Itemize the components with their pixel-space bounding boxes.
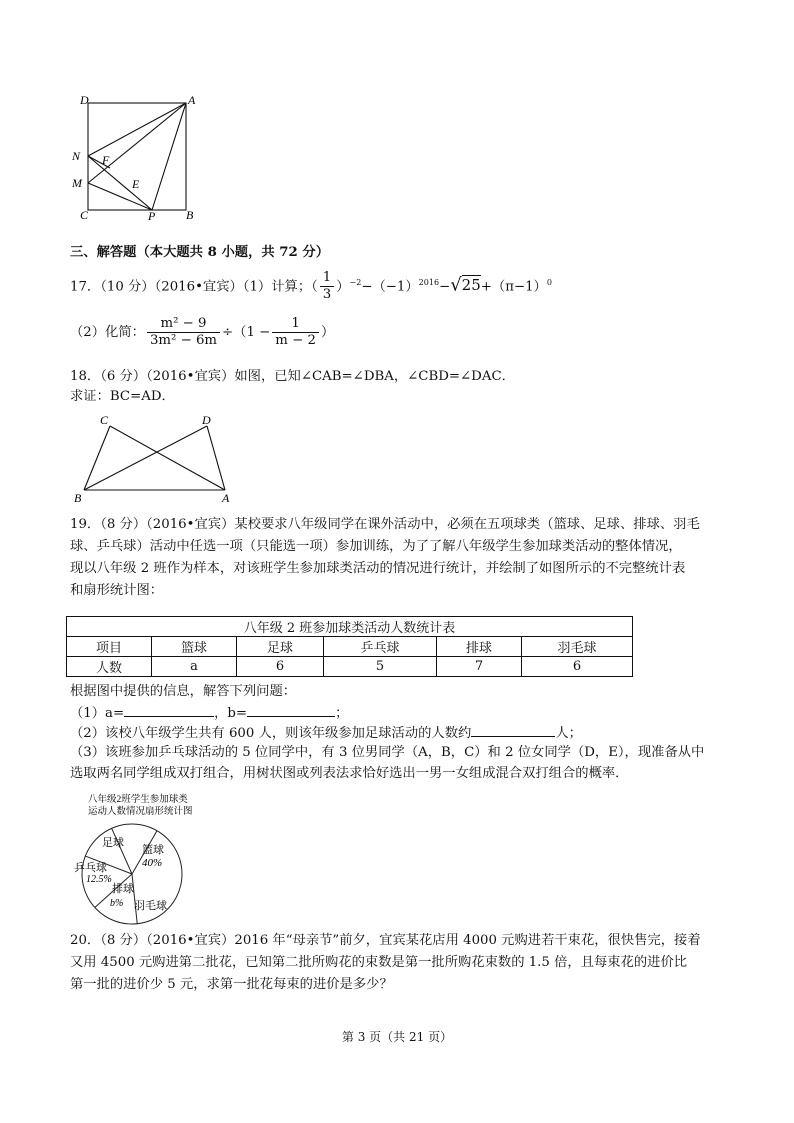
table-cell: 人数	[67, 657, 152, 677]
pie-title-line2: 运动人数情况扇形统计图	[88, 807, 193, 817]
page-footer: 第 3 页（共 21 页）	[341, 1030, 453, 1044]
answer-blank-a[interactable]	[124, 704, 214, 717]
pie-label-football: 足球	[102, 837, 124, 849]
table-header-cell: 足球	[237, 637, 324, 657]
q17-sqrt-value: 25	[461, 276, 481, 295]
q17-head: 17．（10 分）（2016•宜宾）（1）计算；（	[70, 279, 318, 295]
pie-label-basketball-pct: 40%	[142, 857, 163, 869]
answer-blank-football[interactable]	[471, 724, 555, 737]
q19-s1-b: ，b=	[214, 706, 248, 721]
pie-label-pingpong: 乒乓球	[74, 862, 107, 874]
table-row	[67, 657, 633, 677]
q19-sub2	[70, 724, 582, 743]
label-A: A	[222, 491, 230, 505]
q17-part2-label: （2）化简：	[70, 325, 145, 340]
pie-chart	[66, 790, 216, 930]
q19-s2-a: （2）该校八年级学生共有 600 人，则该年级参加足球活动的人数约	[70, 726, 472, 741]
table-header-cell: 羽毛球	[522, 637, 633, 657]
label-D: D	[80, 93, 89, 107]
q19-sub3-cont: 选取两名同学组成双打组合，用树状图或列表法求恰好选出一男一女组成混合双打组合的概率．	[70, 766, 629, 781]
q19-s1-c: ；	[335, 706, 349, 721]
table-cell: 5	[324, 657, 437, 677]
label-D: D	[202, 413, 211, 427]
section-title: 三、解答题（本大题共 8 小题，共 72 分）	[70, 245, 330, 260]
q18-prove: 求证：BC=AD．	[70, 389, 175, 404]
q19-s1-a: （1）a=	[70, 706, 125, 721]
label-F: F	[102, 153, 110, 167]
label-B: B	[74, 491, 82, 505]
q19-sub1	[70, 704, 348, 723]
q17-tail: +（π−1）	[480, 279, 547, 295]
q17-exp2: 2016	[418, 278, 440, 287]
q17-fraction	[320, 270, 334, 303]
q20-line1: 20．（8 分）（2016•宜宾）2016 年“母亲节”前夕，宜宾某花店用 4000 元购进若干束花，很快售完，接着	[70, 933, 701, 948]
label-P: P	[148, 209, 156, 223]
q17-p2-frac2	[272, 316, 319, 349]
label-E: E	[132, 177, 140, 191]
answer-blank-b[interactable]	[247, 704, 335, 717]
label-N: N	[72, 149, 81, 163]
q17-p2-den: 3m² − 6m	[149, 333, 218, 348]
table-header-cell: 乒乓球	[324, 637, 437, 657]
q17-frac-den: 3	[322, 287, 332, 303]
pie-slice-boundary-羽毛球	[132, 874, 137, 924]
label-C: C	[80, 208, 89, 222]
table-title: 八年级 2 班参加球类活动人数统计表	[67, 617, 633, 637]
q19-s2-b: 人；	[555, 726, 582, 741]
table-cell: 6	[237, 657, 324, 677]
q17-part2	[70, 316, 334, 350]
pie-label-volleyball-pct: b%	[110, 898, 124, 909]
q19-sub3: （3）该班参加乒乓球活动的 5 位同学中，有 3 位男同学（A，B，C）和 2 位女同学（D，E），现准备从中	[70, 745, 705, 760]
pie-label-badminton: 羽毛球	[134, 900, 167, 912]
table-header-row	[67, 637, 633, 657]
q17-mid: −（−1）	[361, 279, 419, 295]
table-header-cell: 篮球	[152, 637, 237, 657]
table-header-cell: 项目	[67, 637, 152, 657]
q17-exp1: −2	[349, 278, 362, 287]
table-cell: 7	[437, 657, 522, 677]
table-cell: 6	[522, 657, 633, 677]
q17-p2-div: ÷（1 −	[222, 325, 271, 340]
q17-p2-fraction	[147, 316, 220, 349]
label-B: B	[186, 208, 194, 222]
label-C: C	[100, 413, 109, 427]
q17-p2-frac2-den: m − 2	[275, 333, 316, 348]
q17-exp3: 0	[546, 278, 552, 287]
q17-p2-num: m² − 9	[147, 316, 220, 333]
q20-line3: 第一批的进价少 5 元，求第一批花每束的进价是多少？	[70, 977, 393, 992]
q17-part1	[70, 268, 552, 303]
q17-p2-frac2-num: 1	[272, 316, 319, 333]
table-header-cell: 排球	[437, 637, 522, 657]
q19-line4: 和扇形统计图：	[70, 583, 164, 598]
label-M: M	[72, 176, 82, 190]
geometry-figure-quadrilateral	[70, 408, 240, 506]
pie-label-basketball: 篮球	[142, 844, 164, 856]
q17-minus: −	[439, 279, 451, 295]
q20-line2: 又用 4500 元购进第二批花，已知第二批所购花的束数是第一批所购花束数的 1.5 倍，且每束花的进价比	[70, 955, 688, 970]
q19-intro: 根据图中提供的信息，解答下列问题：	[70, 684, 297, 699]
pie-title-line1: 八年级2班学生参加球类	[88, 795, 188, 805]
q18-text: 18．（6 分）（2016•宜宾）如图，已知∠CAB=∠DBA，∠CBD=∠DAC．	[70, 369, 515, 384]
q19-line3: 现以八年级 2 班作为样本，对该班学生参加球类活动的情况进行统计，并绘制了如图所示的不完整统计表	[70, 561, 686, 576]
q17-p2-close: ）	[320, 325, 335, 340]
stats-table	[66, 616, 633, 677]
q19-line2: 球、乒乓球）活动中任选一项（只能选一项）参加训练，为了了解八年级学生参加球类活动的整体情况，	[70, 539, 682, 554]
sqrt-symbol: √	[450, 274, 462, 296]
q17-close: ）	[336, 279, 350, 295]
table-cell: a	[152, 657, 237, 677]
pie-label-pingpong-pct: 12.5%	[86, 874, 112, 885]
label-A: A	[188, 93, 196, 107]
q17-frac-num: 1	[320, 270, 334, 287]
q19-line1: 19．（8 分）（2016•宜宾）某校要求八年级同学在课外活动中，必须在五项球类（篮球、足球、排球、羽毛	[70, 517, 700, 532]
table-title-row	[67, 617, 633, 637]
pie-label-volleyball: 排球	[112, 883, 134, 895]
geometry-figure-square	[66, 90, 206, 225]
